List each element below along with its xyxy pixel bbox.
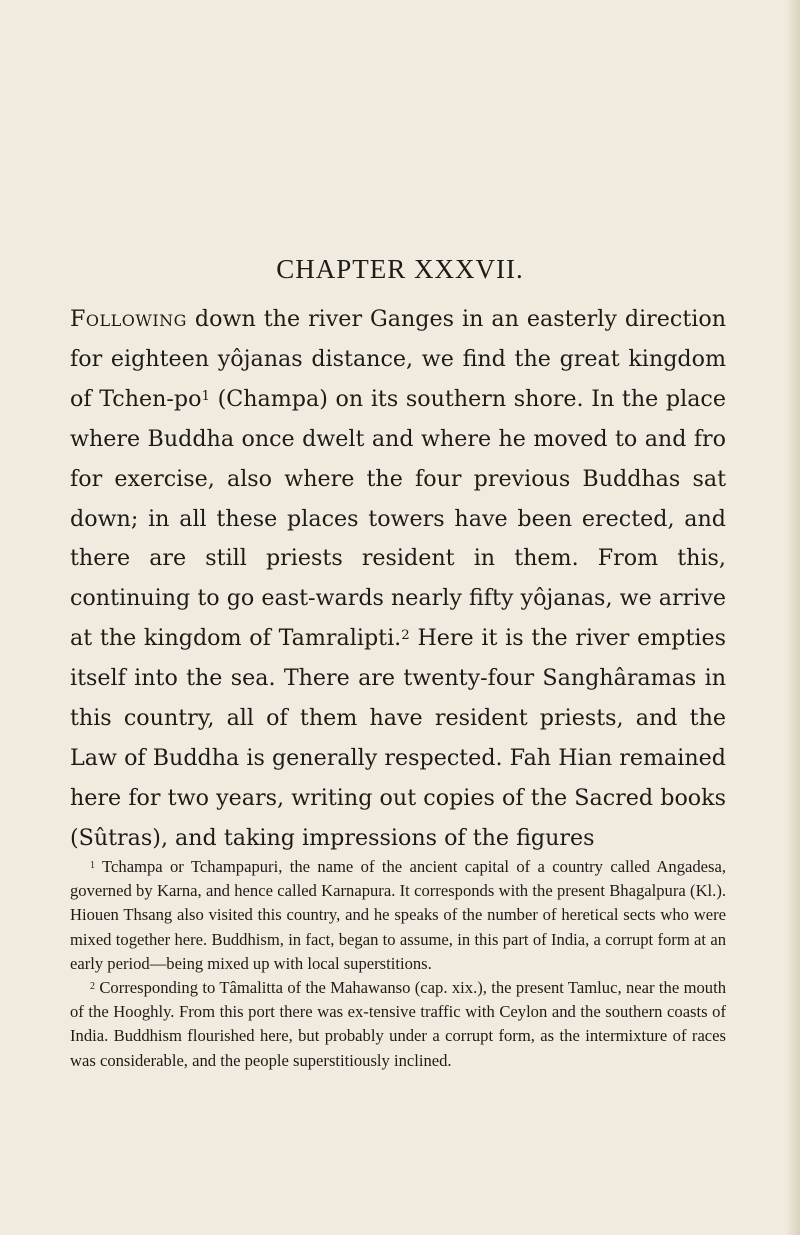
- footnote-2: [70, 976, 726, 1073]
- footnote-text: Corresponding to Tâmalitta of the Mahawanso (cap. xix.), the present Tamluc, near the mouth of the Hooghly. From this port there was ex-tensive traffic with Ceylon and the southern coasts of India. Buddhism flourished here, but probably under a corrupt form, as the intermixture of races was considerable, and the people superstitiously inclined.: [70, 978, 726, 1070]
- footnote-number: 2: [90, 980, 95, 992]
- chapter-heading: CHAPTER XXXVII.: [276, 254, 524, 284]
- main-paragraph: [70, 300, 726, 859]
- page-edge-shadow: [786, 0, 800, 1235]
- paragraph-text-part-2: (Champa) on its southern shore. In the place where Buddha once dwelt and where he moved to and fro for exercise, also where the four previous Buddhas sat down; in all these places towers have been erected, and there are still priests resident in them. From this, continuing to go east-wards nearly fifty yôjanas, we arrive at the kingdom of Tamralipti.: [70, 385, 726, 652]
- footnotes-section: [70, 855, 726, 1073]
- footnote-number: 1: [90, 859, 95, 871]
- footnote-reference-2[interactable]: 2: [401, 628, 410, 644]
- opening-word: Following: [70, 306, 187, 332]
- footnote-reference-1[interactable]: 1: [201, 388, 210, 404]
- footnote-1: [70, 855, 726, 976]
- paragraph-text-part-3: Here it is the river empties itself into the sea. There are twenty-four Sanghâramas in this country, all of them have resident priests, and the Law of Buddha is generally respected. Fah Hian remained here for two years, writing out copies of the Sacred books (Sûtras), and taking impressions of the figures: [70, 625, 726, 851]
- footnote-text: Tchampa or Tchampapuri, the name of the ancient capital of a country called Angadesa, governed by Karna, and hence called Karnapura. It corresponds with the present Bhagalpura (Kl.). Hiouen Thsang also visited this country, and he speaks of the number of heretical sects who were mixed together here. Buddhism, in fact, began to assume, in this part of India, a corrupt form at an early period—being mixed up with local superstitions.: [70, 857, 726, 973]
- paragraph-text-part-1: down the river Ganges in an easterly direction for eighteen yôjanas distance, we find the great kingdom of Tchen-po: [70, 306, 726, 412]
